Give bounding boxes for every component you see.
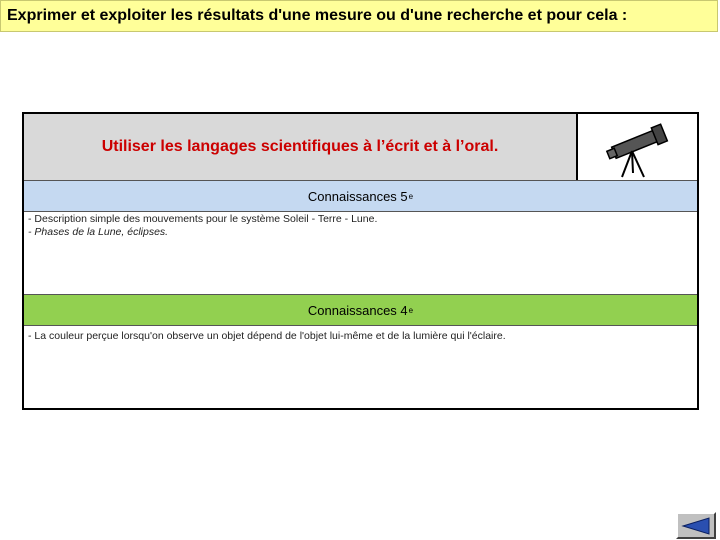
content-line: - Phases de la Lune, éclipses. — [28, 226, 169, 238]
section-content-4e — [28, 330, 688, 343]
section-heading-5e-text: Connaissances 5 — [307, 188, 408, 204]
section-heading-4e — [24, 294, 697, 326]
section-content-5e — [28, 213, 688, 239]
back-button[interactable] — [676, 512, 716, 539]
section-heading-4e-text: Connaissances 4 — [307, 302, 408, 318]
skill-label: Utiliser les langages scientifiques à l’écrit et à l’oral. — [24, 114, 578, 180]
back-arrow-icon — [681, 517, 711, 535]
page-title: Exprimer et exploiter les résultats d'une mesure ou d'une recherche et pour cela : — [0, 0, 718, 32]
skill-row — [24, 114, 697, 180]
section-heading-4e-sup: e — [408, 305, 414, 315]
content-line: - Description simple des mouvements pour le système Soleil - Terre - Lune. — [28, 213, 378, 225]
section-heading-5e — [24, 180, 697, 212]
section-heading-5e-sup: e — [408, 191, 414, 201]
content-line: - La couleur perçue lorsqu'on observe un objet dépend de l'objet lui-même et de la lumière qui l'éclaire. — [28, 330, 506, 342]
skill-card — [22, 112, 699, 410]
telescope-icon — [578, 114, 697, 180]
